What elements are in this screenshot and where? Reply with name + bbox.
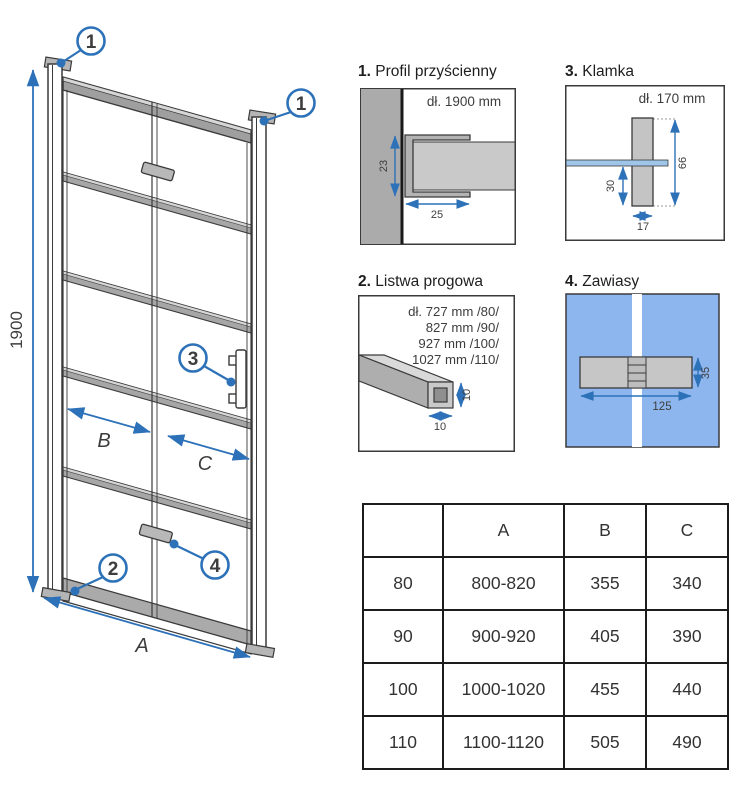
panel-4-hinge-detail <box>565 293 720 448</box>
panel-3-handle-detail <box>565 85 725 241</box>
panel-2-threshold-detail <box>358 295 515 452</box>
dim-label-30: 30 <box>605 179 617 193</box>
dim-label-66: 66 <box>677 156 689 170</box>
dim-label-b: B <box>97 430 111 452</box>
panel-3-title: 3. Klamka <box>565 63 634 80</box>
header-a: A <box>443 504 564 557</box>
panel-2-title: 2. Listwa progowa <box>358 273 483 290</box>
panel-1-wall-profile-detail <box>360 88 516 245</box>
hinge-bracket-bottom <box>139 524 173 543</box>
table-row: 100 1000-1020 455 440 <box>363 663 728 716</box>
svg-text:3: 3 <box>187 349 199 370</box>
header-c: C <box>646 504 728 557</box>
length-line-2: 827 mm /90/ <box>425 320 499 335</box>
length-line-3: 927 mm /100/ <box>418 336 499 351</box>
table-row: 110 1100-1120 505 490 <box>363 716 728 769</box>
table-row: 80 800-820 355 340 <box>363 557 728 610</box>
door-diagram <box>0 0 360 700</box>
dim-label-35: 35 <box>700 366 712 380</box>
callout-1-top-right <box>260 90 315 126</box>
length-line-4: 1027 mm /110/ <box>412 352 499 367</box>
callout-3-handle <box>180 345 236 387</box>
table-header-row <box>363 504 728 557</box>
dim-label-10v: 10 <box>461 388 473 402</box>
dim-line-b <box>68 409 150 432</box>
svg-text:1: 1 <box>85 32 97 53</box>
dim-label-23: 23 <box>378 159 390 173</box>
dim-label-1900: 1900 <box>7 311 26 349</box>
header-size <box>363 504 443 557</box>
dim-label-10h: 10 <box>433 421 447 433</box>
svg-text:2: 2 <box>107 559 119 580</box>
callout-4-hinge <box>170 540 229 579</box>
dim-label-17: 17 <box>636 221 650 233</box>
panel-1-title: 1. Profil przyścienny <box>358 63 497 80</box>
dim-label-c: C <box>197 453 213 475</box>
glass-panel <box>413 142 515 190</box>
length-label: dł. 170 mm <box>638 91 706 106</box>
header-b: B <box>564 504 646 557</box>
glass-strip <box>566 160 668 166</box>
length-line-1: dł. 727 mm /80/ <box>408 304 499 319</box>
panel-4-title: 4. Zawiasy <box>565 273 640 290</box>
length-label: dł. 1900 mm <box>426 94 502 109</box>
svg-text:1: 1 <box>295 94 307 115</box>
table-row: 90 900-920 405 390 <box>363 610 728 663</box>
wall-profile-right <box>245 110 275 657</box>
size-table <box>362 503 729 770</box>
dim-label-125: 125 <box>652 401 672 413</box>
hinge-bracket-top <box>141 162 175 181</box>
hinge-knuckle <box>628 357 646 388</box>
dim-label-25: 25 <box>430 209 444 221</box>
dim-label-a: A <box>135 635 149 657</box>
svg-text:4: 4 <box>209 556 221 577</box>
callout-1-top-left <box>57 28 105 68</box>
